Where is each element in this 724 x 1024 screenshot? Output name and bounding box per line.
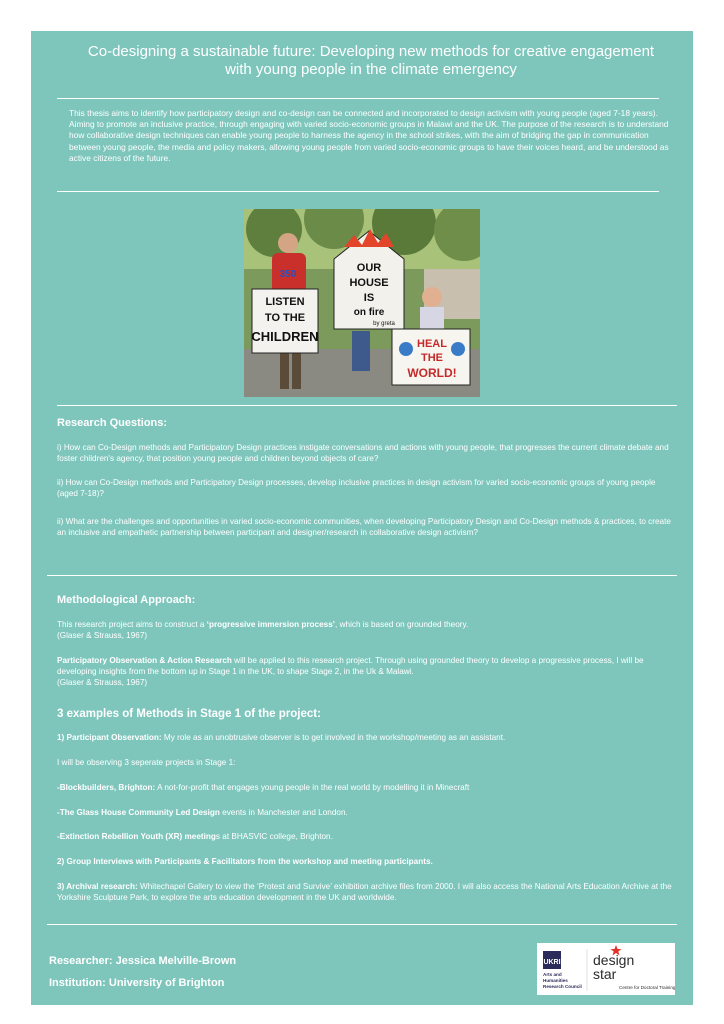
poster-title [71,43,671,79]
methodology-paragraph-2 [57,656,677,688]
project-text: s at BHASVIC college, Brighton. [215,832,333,841]
institution-name: Institution: University of Brighton [49,977,225,989]
method-2: 2) Group Interviews with Participants & Facilitators from the workshop and meeting participants. [57,857,433,866]
project-blockbuilders [57,783,677,794]
method-1-text: My role as an unobtrusive observer is to get involved in the workshop/meeting as an assistant. [161,733,506,742]
sign-right-line-2: THE [421,352,443,364]
participatory-observation-term: Participatory Observation & Action Research [57,656,232,665]
project-extinction-rebellion [57,832,677,843]
method-3-text: Whitechapel Gallery to view the ‘Protest and Survive’ exhibition archive files from 2000. I will also access the National Arts Education Archive at the Yorkshire Sculpture Park, to explore the arts education development in the UK and worldwide. [57,882,672,902]
sign-left-line-3: CHILDREN [251,329,319,344]
sign-center-line-2: HOUSE [349,277,389,289]
title-line-2: with young people in the climate emergency [225,61,517,78]
research-question-1: i) How can Co-Design methods and Participatory Design practices instigate conversations and actions with young people, that progresses the current climate debate and foster children's agency, that position young people and children beyond objects of care? [57,443,669,463]
project-title: -Extinction Rebellion Youth (XR) meeting [57,832,216,841]
sign-right-line-3: WORLD! [407,366,457,380]
divider [57,405,677,406]
project-text: A not-for-profit that engages young people in the real world by modelling it in Minecraft [155,783,470,792]
method-1-title: 1) Participant Observation: [57,733,162,742]
ahrc-line-2: Humanities [543,978,568,983]
sign-center-line-1: OUR [356,262,382,274]
shirt-text: 350 [279,269,297,280]
progressive-immersion-term: ‘progressive immersion process’ [206,620,336,629]
project-title: -The Glass House Community Led Design [57,808,220,817]
sign-right-line-1: HEAL [417,338,447,350]
researcher-name: Researcher: Jessica Melville-Brown [49,955,237,967]
citation: (Glaser & Strauss, 1967) [57,677,148,687]
research-questions-heading: Research Questions: [57,417,168,429]
methodology-heading: Methodological Approach: [57,594,196,606]
ahrc-line-3: Research Council [543,984,582,989]
ukri-mark-text: UKRI [543,959,561,966]
methodology-paragraph-1 [57,620,677,642]
methodology-p1-text-end: , which is based on grounded theory. [335,620,469,629]
poster [31,31,693,1005]
project-title: -Blockbuilders, Brighton: [57,783,156,792]
ahrc-line-1: Arts and [543,972,562,977]
design-star-line-1: design [593,952,635,968]
sign-left-line-2: TO THE [264,312,306,324]
method-3 [57,882,677,904]
methodology-p1-text: This research project aims to construct a [57,620,207,629]
abstract-text: This thesis aims to identify how participatory design and co-design can be connected and incorporated to design activism with young people (aged 7-18 years). Aiming to promote an inclusive practice, through engaging with varied socio-economic groups in Malawi and the UK. The purpose of the research is to understand how collaborative design techniques can enable young people to harness the agency in the school strikes, with the aim of bridging the gap in communication between young people, the media and policy makers, allowing young people from varied socio-economic groups to have their voices heard, and be understood as active citizens of the future. [69,108,669,163]
citation: (Glaser & Strauss, 1967) [57,630,148,640]
sign-center-small: by greta [373,321,395,327]
sponsor-logos-graphic [537,943,675,995]
divider [57,191,659,192]
divider [47,924,677,925]
divider [47,575,677,576]
research-question-2: ii) How can Co-Design methods and Participatory Design processes, develop inclusive practices in design activism for varied socio-economic groups of young people (aged 7-18)? [57,478,656,498]
project-glass-house [57,808,677,819]
sign-left-line-1: LISTEN [265,296,305,308]
sign-center-line-3: IS [363,292,375,304]
design-star-line-2: star [593,966,617,982]
divider [57,98,659,99]
protest-photo-illustration [244,209,480,397]
methodology-p2-text: will be applied to this research project. Through using grounded theory to develop a progressive process, I will be developing insights from the bottom up in Stage 1 in the UK, to shape Stage 2, in the Uk & Malawi. [57,656,644,676]
method-3-title: 3) Archival research: [57,882,138,891]
method-1 [57,733,677,744]
design-star-subtitle: Centre for Doctoral Training [619,985,675,990]
method-1-subtext: I will be observing 3 seperate projects in Stage 1: [57,758,236,767]
title-line-1: Co-designing a sustainable future: Developing new methods for creative engagement [87,43,655,60]
project-text: events in Manchester and London. [219,808,348,817]
protest-photo [244,209,480,397]
research-question-3: ii) What are the challenges and opportunities in varied socio-economic communities, when developing Participatory Design and Co-Design methods & practices, to create an inclusive and empathetic partnership between participant and designer/research in collaborative design activism? [57,517,671,537]
methods-heading: 3 examples of Methods in Stage 1 of the project: [57,708,321,720]
sign-center-line-4: on fire [353,307,385,318]
sponsor-logos [537,943,675,995]
